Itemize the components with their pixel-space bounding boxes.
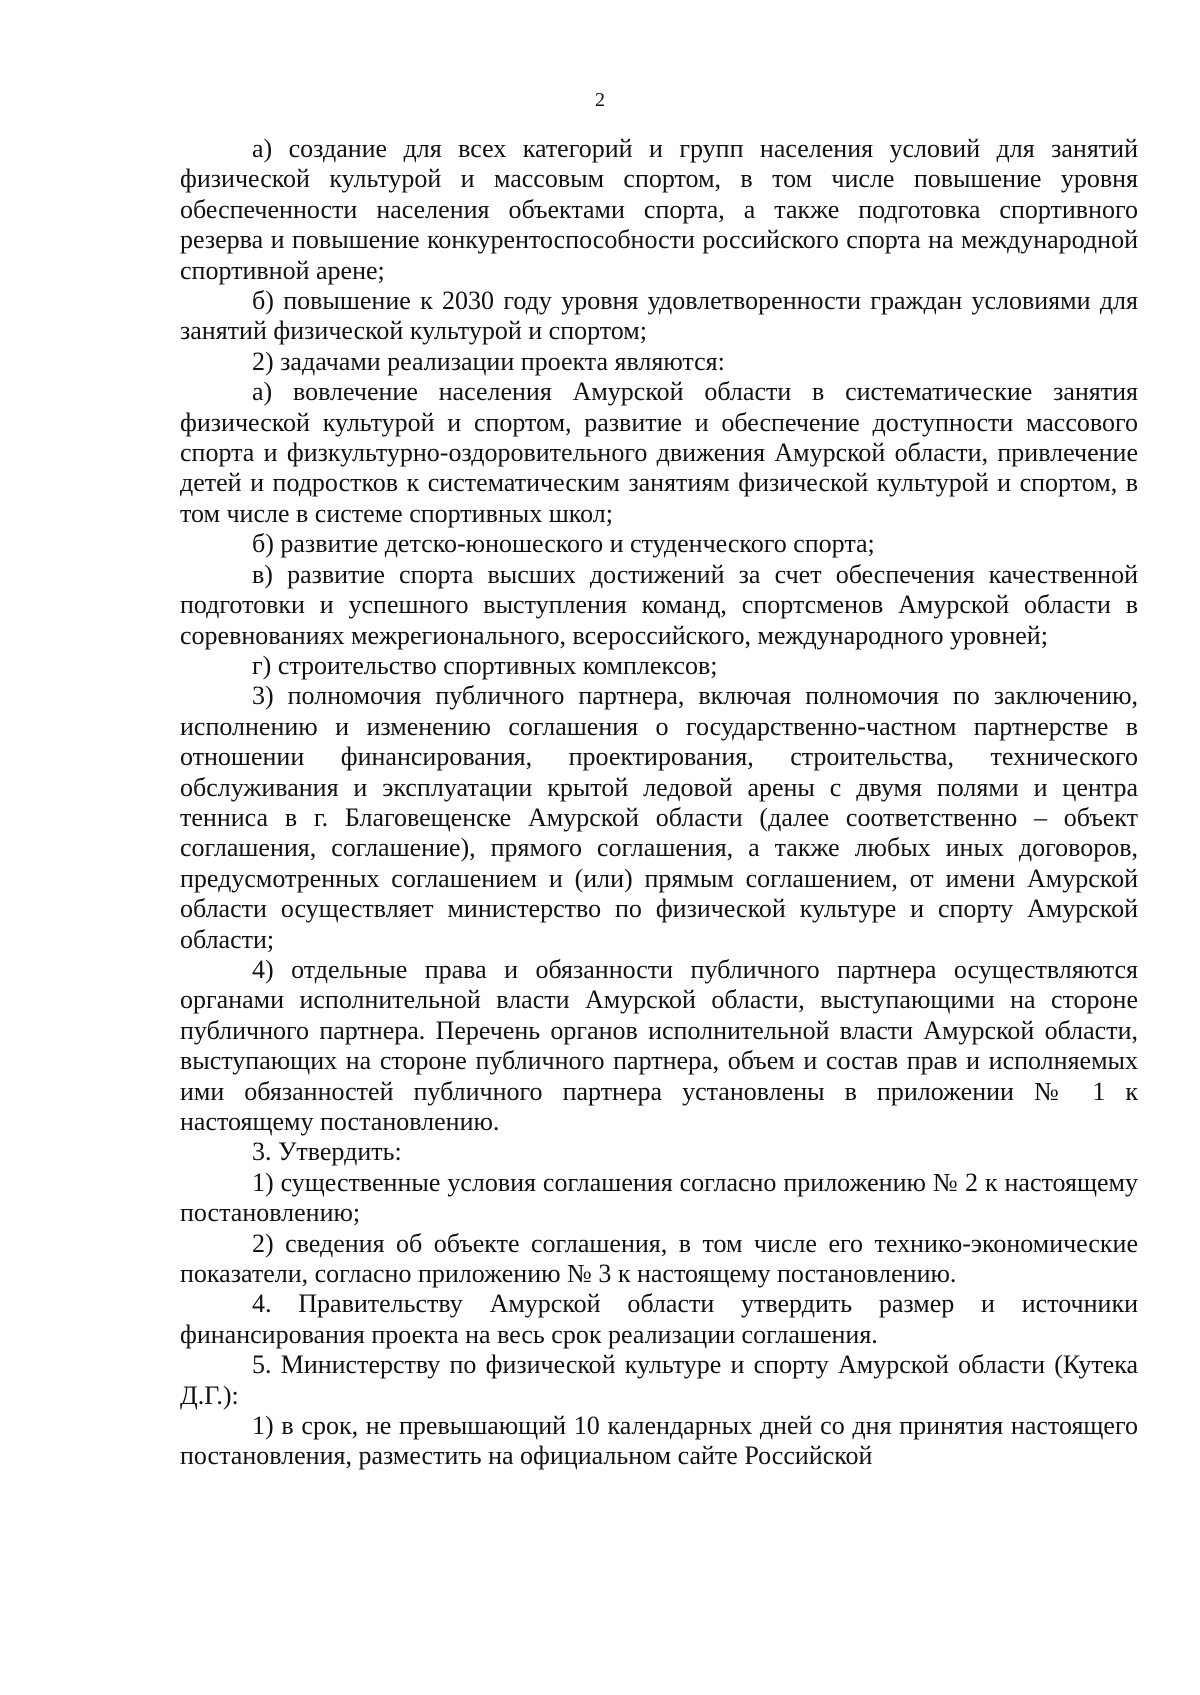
paragraph-goal-b: б) повышение к 2030 году уровня удовлетворенности граждан условиями для занятий физической культурой и спортом; (180, 286, 1138, 346)
paragraph-task-b: б) развитие детско-юношеского и студенческого спорта; (252, 529, 875, 559)
paragraph-approve-item-2: 2) сведения об объекте соглашения, в том числе его технико-экономические показатели, согласно приложению № 3 к настоящему постановлению. (180, 1228, 1138, 1289)
page-number: 2 (595, 89, 605, 111)
paragraph-approve-item-1: 1) существенные условия соглашения согласно приложению № 2 к настоящему постановлению; (180, 1167, 1138, 1228)
paragraph-section-4: 4. Правительству Амурской области утвердить размер и источники финансирования проекта на весь срок реализации соглашения. (180, 1289, 1138, 1349)
paragraph-tasks-heading: 2) задачами реализации проекта являются: (252, 346, 725, 376)
paragraph-section-3-approve: 3. Утвердить: (252, 1137, 402, 1167)
paragraph-task-a: а) вовлечение населения Амурской области в систематические занятия физической культурой и спортом, развитие и обеспечение доступности массового спорта и физкультурно-оздоровительного движения Амурской области, привлечение детей и подростков к систематическим занятиям физической культурой и спортом, в том числе в системе спортивных школ; (180, 377, 1138, 528)
paragraph-goal-a: а) создание для всех категорий и групп населения условий для занятий физической культурой и массовым спортом, в том числе повышение уровня обеспеченности населения объектами спорта, а также подготовка спортивного резерва и повышение конкурентоспособности российского спорта на международной спортивной арене; (180, 134, 1138, 285)
paragraph-task-g: г) строительство спортивных комплексов; (252, 650, 718, 680)
paragraph-section-5: 5. Министерству по физической культуре и спорту Амурской области (Кутека Д.Г.): (180, 1350, 1138, 1410)
paragraph-section-5-item-1: 1) в срок, не превышающий 10 календарных дней со дня принятия настоящего постановления, разместить на официальном сайте Российской (180, 1411, 1138, 1471)
paragraph-task-v: в) развитие спорта высших достижений за счет обеспечения качественной подготовки и успешного выступления команд, спортсменов Амурской области в соревнованиях межрегионального, всероссийского, международного уровней; (180, 559, 1138, 650)
paragraph-item-4-rights: 4) отдельные права и обязанности публичного партнера осуществляются органами исполнительной власти Амурской области, выступающими на стороне публичного партнера. Перечень органов исполнительной власти Амурской области, выступающих на стороне публичного партнера, объем и состав прав и исполняемых ими обязанностей публичного партнера установлены в приложении № 1 к настоящему постановлению. (180, 954, 1138, 1136)
document-body (180, 134, 1138, 1472)
paragraph-item-3-powers: 3) полномочия публичного партнера, включая полномочия по заключению, исполнению и изменению соглашения о государственно-частном партнерстве в отношении финансирования, проектирования, строительства, технического обслуживания и эксплуатации крытой ледовой арены с двумя полями и центра тенниса в г. Благовещенске Амурской области (далее соответственно – объект соглашения, соглашение), прямого соглашения, а также любых иных договоров, предусмотренных соглашением и (или) прямым соглашением, от имени Амурской области осуществляет министерство по физической культуре и спорту Амурской области; (180, 681, 1138, 954)
